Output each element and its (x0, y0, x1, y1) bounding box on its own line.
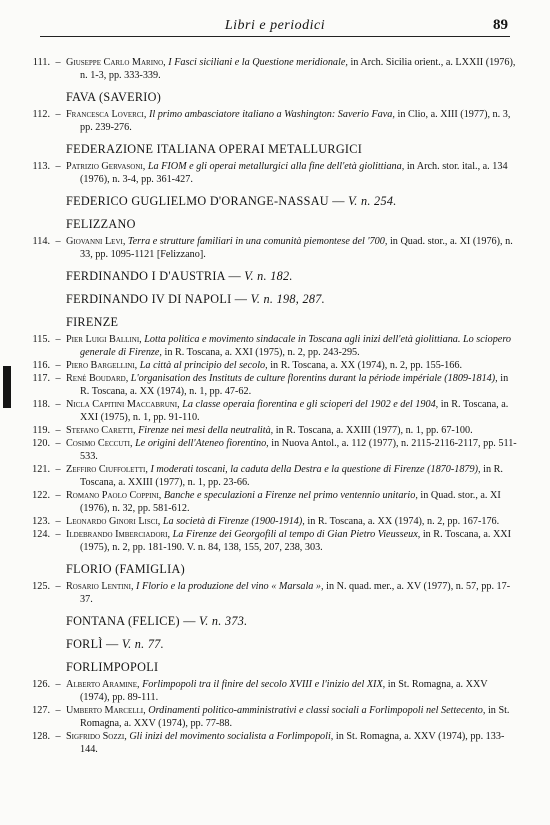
entry-title: La città al principio del secolo, (139, 360, 268, 371)
page-number: 89 (493, 17, 508, 33)
heading-text: FERDINANDO I D'AUSTRIA — (66, 269, 245, 283)
entry-number: 122. (32, 490, 50, 501)
entry-citation (66, 580, 518, 606)
entry-number: 123. (32, 516, 50, 527)
running-title: Libri e periodici (224, 18, 326, 33)
section-heading (66, 660, 518, 675)
bibliography-entry (22, 372, 518, 398)
entry-publication: in Quad. stor., a. XI (1976), n. 33, pp. 1095-1121 [Felizzano]. (80, 236, 513, 260)
entry-author: Romano Paolo Coppini, (66, 490, 162, 501)
entry-number: 114. (32, 236, 50, 247)
cross-reference: V. n. 373. (199, 614, 248, 628)
bibliography-entry (22, 424, 518, 437)
entry-number: 113. (32, 161, 50, 172)
entry-number: 127. (32, 705, 50, 716)
entry-publication: in R. Toscana, a. XXI (1975), n. 2, pp. 181-190. V. n. 84, 138, 155, 207, 238, 303. (80, 529, 512, 553)
bibliography-entry (22, 359, 518, 372)
entry-publication: in R. Toscana, a. XX (1974), n. 2, pp. 155-166. (267, 360, 463, 371)
entry-publication: in R. Toscana, a. XX (1974), n. 1, pp. 47-62. (80, 373, 509, 397)
heading-text: FEDERICO GUGLIELMO D'ORANGE-NASSAU — (66, 194, 349, 208)
heading-text: FLORIO (FAMIGLIA) (66, 562, 185, 576)
entry-author: Leonardo Ginori Lisci, (66, 516, 161, 527)
entry-title: Le origini dell'Ateneo fiorentino, (135, 438, 269, 449)
entry-citation (66, 515, 518, 528)
entry-number: 124. (32, 529, 50, 540)
cross-reference: V. n. 254. (348, 194, 397, 208)
bibliography-entry (22, 730, 518, 756)
entry-citation (66, 528, 518, 554)
entry-citation (66, 372, 518, 398)
entry-title: Firenze nei mesi della neutralità, (138, 425, 274, 436)
section-heading (66, 292, 518, 307)
entry-author: Cosimo Ceccuti, (66, 438, 133, 449)
entry-title: Lotta politica e movimento sindacale in Toscana agli inizi dell'età giolittiana. Lo sciopero generale di Firenze, (80, 334, 511, 358)
entry-dash: – (55, 425, 61, 436)
section-heading (66, 614, 518, 629)
entry-author: Giovanni Levi, (66, 236, 126, 247)
entry-publication: in St. Romagna, a. XXV (1974), pp. 77-88. (80, 705, 510, 729)
entry-author: Alberto Aramine, (66, 679, 140, 690)
bibliography-list (22, 56, 518, 756)
entry-title: I Florio e la produzione del vino « Marsala », (136, 581, 324, 592)
entry-number: 120. (32, 438, 50, 449)
entry-author: Piero Bargellini, (66, 360, 138, 371)
entry-author: Patrizio Gervasoni, (66, 161, 146, 172)
section-heading (66, 217, 518, 232)
section-heading (66, 194, 518, 209)
entry-author: René Boudard, (66, 373, 129, 384)
entry-number: 117. (32, 373, 50, 384)
heading-text: FAVA (SAVERIO) (66, 90, 162, 104)
entry-number: 118. (32, 399, 50, 410)
heading-text: FIRENZE (66, 315, 119, 329)
entry-citation (66, 463, 518, 489)
cross-reference: V. n. 77. (121, 637, 164, 651)
bibliography-entry (22, 515, 518, 528)
entry-title: La FIOM e gli operai metallurgici alla fine dell'età giolittiana, (147, 161, 405, 172)
entry-author: Sigfrido Sozzi, (66, 731, 127, 742)
entry-publication: in R. Toscana, a. XXIII (1977), n. 1, pp. 67-100. (273, 425, 473, 436)
entry-author: Giuseppe Carlo Marino, (66, 57, 166, 68)
entry-number: 111. (32, 57, 50, 68)
bibliography-entry (22, 437, 518, 463)
bibliography-entry (22, 678, 518, 704)
entry-dash: – (55, 438, 61, 449)
entry-publication: in St. Romagna, a. XXV (1974), pp. 89-111. (80, 679, 488, 703)
entry-title: La Firenze dei Georgofili al tempo di Gian Pietro Vieusseux, (172, 529, 421, 540)
entry-citation (66, 359, 518, 372)
entry-citation (66, 235, 518, 261)
entry-author: Rosario Lentini, (66, 581, 134, 592)
bibliography-entry (22, 580, 518, 606)
entry-number: 126. (32, 679, 50, 690)
entry-dash: – (55, 516, 61, 527)
entry-citation (66, 437, 518, 463)
entry-title: Banche e speculazioni a Firenze nel primo ventennio unitario, (163, 490, 418, 501)
cross-reference: V. n. 198, 287. (250, 292, 325, 306)
entry-publication: in R. Toscana, a. XXI (1975), n. 2, pp. 243-295. (161, 347, 360, 358)
bibliography-entry (22, 463, 518, 489)
bibliography-entry (22, 398, 518, 424)
entry-author: Umberto Marcelli, (66, 705, 146, 716)
entry-author: Zeffiro Ciuffoletti, (66, 464, 148, 475)
entry-dash: – (55, 109, 61, 120)
section-heading (66, 637, 518, 652)
entry-author: Ildebrando Imberciadori, (66, 529, 171, 540)
entry-number: 115. (32, 334, 50, 345)
heading-text: FELIZZANO (66, 217, 136, 231)
entry-publication: in Arch. Sicilia orient., a. LXXII (1976), n. 1-3, pp. 333-339. (80, 57, 516, 81)
entry-title: Gli inizi del movimento socialista a Forlimpopoli, (129, 731, 334, 742)
entry-dash: – (55, 529, 61, 540)
entry-dash: – (55, 731, 61, 742)
entry-number: 121. (32, 464, 50, 475)
entry-dash: – (55, 360, 61, 371)
entry-publication: in Clio, a. XIII (1977), n. 3, pp. 239-276. (80, 109, 511, 133)
entry-dash: – (55, 679, 61, 690)
entry-citation (66, 333, 518, 359)
entry-citation (66, 108, 518, 134)
entry-title: Forlimpopoli tra il finire del secolo XVIII e l'inizio del XIX, (142, 679, 386, 690)
entry-citation (66, 730, 518, 756)
section-heading (66, 90, 518, 105)
entry-number: 112. (32, 109, 50, 120)
entry-citation (66, 398, 518, 424)
entry-dash: – (55, 57, 61, 68)
heading-text: FORLIMPOPOLI (66, 660, 159, 674)
entry-author: Stefano Caretti, (66, 425, 136, 436)
entry-publication: in R. Toscana, a. XXI (1975), n. 1, pp. 91-110. (80, 399, 509, 423)
entry-publication: in R. Toscana, a. XXIII (1977), n. 1, pp. 23-66. (80, 464, 503, 488)
entry-publication: in St. Romagna, a. XXV (1974), pp. 133-144. (80, 731, 505, 755)
section-heading (66, 269, 518, 284)
entry-dash: – (55, 399, 61, 410)
entry-title: Il primo ambasciatore italiano a Washington: Saverio Fava, (148, 109, 395, 120)
heading-text: FONTANA (FELICE) — (66, 614, 200, 628)
entry-citation (66, 56, 518, 82)
entry-publication: in N. quad. mer., a. XV (1977), n. 57, pp. 17-37. (80, 581, 511, 605)
bibliography-entry (22, 333, 518, 359)
entry-number: 119. (32, 425, 50, 436)
bibliography-entry (22, 704, 518, 730)
entry-citation (66, 489, 518, 515)
entry-title: La classe operaia fiorentina e gli scioperi del 1902 e del 1904, (182, 399, 439, 410)
section-heading (66, 562, 518, 577)
entry-dash: – (55, 705, 61, 716)
entry-citation (66, 704, 518, 730)
heading-text: FEDERAZIONE ITALIANA OPERAI METALLURGICI (66, 142, 363, 156)
bibliography-entry (22, 489, 518, 515)
entry-author: Pier Luigi Ballini, (66, 334, 142, 345)
entry-citation (66, 678, 518, 704)
heading-text: FORLÌ — (66, 637, 122, 651)
entry-number: 116. (32, 360, 50, 371)
entry-author: Nicla Capitini Maccabruni, (66, 399, 180, 410)
bibliography-entry (22, 235, 518, 261)
entry-title: L'organisation des Instituts de culture florentins durant la période impériale (1809-1814), (130, 373, 498, 384)
bibliography-entry (22, 56, 518, 82)
entry-dash: – (55, 373, 61, 384)
section-heading (66, 315, 518, 330)
bibliography-entry (22, 108, 518, 134)
entry-number: 125. (32, 581, 50, 592)
bibliography-entry (22, 528, 518, 554)
entry-title: La società di Firenze (1900-1914), (162, 516, 305, 527)
entry-dash: – (55, 236, 61, 247)
entry-dash: – (55, 490, 61, 501)
margin-mark (3, 366, 11, 408)
entry-title: Ordinamenti politico-amministrativi e classi sociali a Forlimpopoli nel Settecento, (148, 705, 486, 716)
entry-citation (66, 160, 518, 186)
entry-title: I Fasci siciliani e la Questione meridionale, (168, 57, 348, 68)
entry-dash: – (55, 161, 61, 172)
entry-title: Terra e strutture familiari in una comunità piemontese del '700, (127, 236, 388, 247)
entry-publication: in R. Toscana, a. XX (1974), n. 2, pp. 167-176. (304, 516, 500, 527)
running-header (40, 18, 510, 37)
entry-citation (66, 424, 518, 437)
entry-dash: – (55, 581, 61, 592)
entry-number: 128. (32, 731, 50, 742)
bibliography-entry (22, 160, 518, 186)
cross-reference: V. n. 182. (244, 269, 293, 283)
section-heading (66, 142, 518, 157)
entry-dash: – (55, 464, 61, 475)
entry-dash: – (55, 334, 61, 345)
entry-publication: in Quad. stor., a. XI (1976), n. 32, pp. 581-612. (80, 490, 501, 514)
entry-title: I moderati toscani, la caduta della Destra e la questione di Firenze (1870-1879), (150, 464, 481, 475)
entry-author: Francesca Loverci, (66, 109, 147, 120)
entry-publication: in Arch. stor. ital., a. 134 (1976), n. 3-4, pp. 361-427. (80, 161, 508, 185)
heading-text: FERDINANDO IV DI NAPOLI — (66, 292, 251, 306)
entry-publication: in Nuova Antol., a. 112 (1977), n. 2115-2116-2117, pp. 511-533. (80, 438, 517, 462)
